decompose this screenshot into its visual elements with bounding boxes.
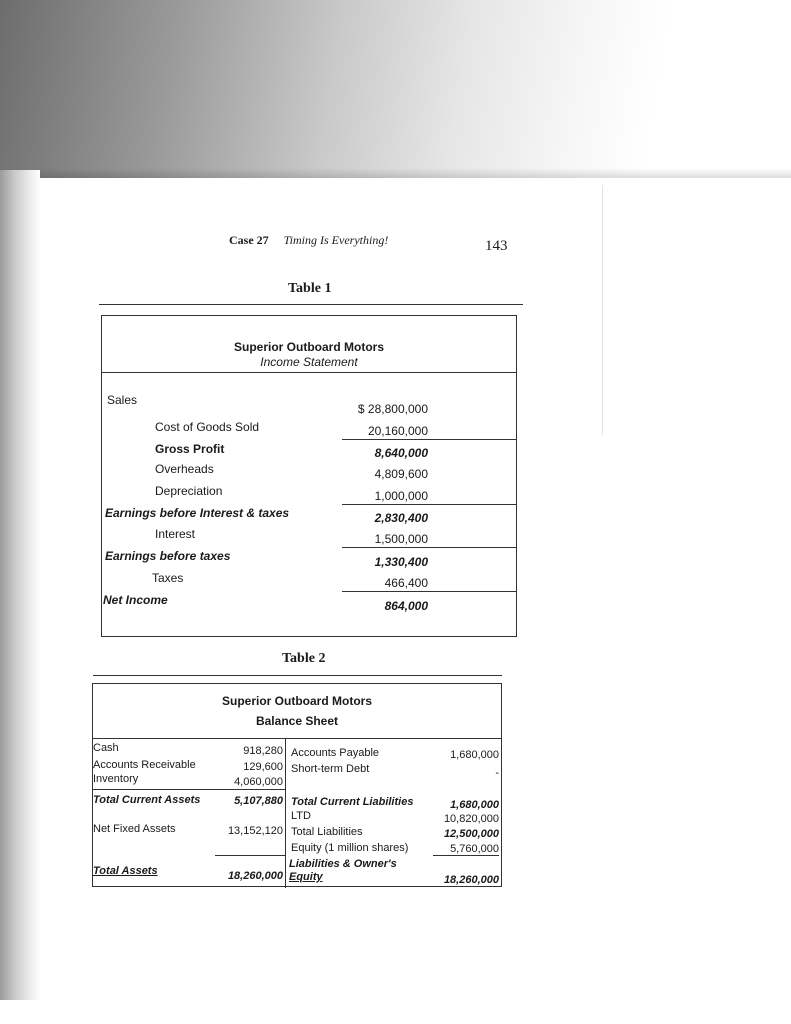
balance-sheet-title: Balance Sheet bbox=[255, 714, 339, 728]
line-after-inventory bbox=[93, 789, 285, 790]
scan-shadow bbox=[0, 0, 791, 178]
running-head bbox=[229, 233, 388, 248]
tl-value: 12,500,000 bbox=[443, 828, 499, 840]
balance-divider bbox=[285, 738, 286, 888]
nfa-label: Net Fixed Assets bbox=[93, 823, 176, 835]
line-after-equity bbox=[433, 855, 499, 856]
loe-value: 18,260,000 bbox=[443, 874, 499, 886]
tca-value: 5,107,880 bbox=[234, 795, 283, 807]
row-value-taxes: 466,400 bbox=[384, 576, 428, 590]
row-value-ebt: 1,330,400 bbox=[374, 555, 428, 569]
case-title: Timing Is Everything! bbox=[283, 233, 389, 247]
row-label-sales: Sales bbox=[107, 393, 138, 407]
loe-label-line2: Equity bbox=[289, 871, 323, 883]
row-label-depreciation: Depreciation bbox=[155, 484, 223, 498]
line-after-cogs bbox=[342, 439, 516, 440]
line-before-ta bbox=[215, 855, 285, 856]
cash-value: 918,280 bbox=[243, 745, 283, 757]
ap-value: 1,680,000 bbox=[450, 749, 499, 761]
ltd-value: 10,820,000 bbox=[443, 813, 499, 825]
row-value-depreciation: 1,000,000 bbox=[374, 489, 428, 503]
row-label-ebit: Earnings before Interest & taxes bbox=[105, 506, 290, 520]
row-value-cogs: 20,160,000 bbox=[367, 424, 428, 438]
nfa-value: 13,152,120 bbox=[227, 825, 283, 837]
case-label: Case 27 bbox=[229, 233, 269, 247]
line-after-taxes bbox=[342, 591, 516, 592]
balance-company: Superior Outboard Motors bbox=[222, 694, 372, 708]
row-value-overheads: 4,809,600 bbox=[374, 467, 428, 481]
table1-caption: Table 1 bbox=[288, 281, 332, 296]
tcl-label: Total Current Liabilities bbox=[291, 796, 414, 808]
ta-value: 18,260,000 bbox=[227, 870, 283, 882]
scan-edge bbox=[0, 170, 40, 1000]
row-value-interest: 1,500,000 bbox=[374, 532, 428, 546]
table2-rule bbox=[93, 675, 502, 676]
eq-value: 5,760,000 bbox=[450, 843, 499, 855]
row-value-gross-profit: 8,640,000 bbox=[374, 446, 428, 460]
std-value: - bbox=[495, 767, 499, 779]
row-label-gross-profit: Gross Profit bbox=[155, 442, 225, 456]
loe-label-line1: Liabilities & Owner's bbox=[289, 858, 397, 870]
ltd-label: LTD bbox=[291, 810, 311, 822]
row-label-overheads: Overheads bbox=[155, 462, 214, 476]
cash-label: Cash bbox=[93, 742, 119, 754]
line-after-depreciation bbox=[342, 504, 516, 505]
ap-label: Accounts Payable bbox=[291, 747, 380, 759]
row-label-cogs: Cost of Goods Sold bbox=[155, 420, 260, 434]
table1-rule bbox=[99, 304, 523, 305]
inventory-label: Inventory bbox=[93, 773, 139, 785]
income-header-line bbox=[102, 372, 516, 373]
tca-label: Total Current Assets bbox=[93, 794, 201, 806]
row-label-interest: Interest bbox=[155, 527, 196, 541]
balance-bottom-line bbox=[93, 886, 501, 887]
ta-label: Total Assets bbox=[93, 865, 158, 877]
row-value-ebit: 2,830,400 bbox=[374, 511, 428, 525]
row-label-ebt: Earnings before taxes bbox=[105, 549, 231, 563]
income-statement-table bbox=[101, 315, 517, 637]
ar-label: Accounts Receivable bbox=[93, 759, 196, 771]
page-number: 143 bbox=[485, 238, 508, 254]
tl-label: Total Liabilities bbox=[291, 826, 363, 838]
income-statement-title: Income Statement bbox=[260, 355, 358, 369]
balance-header-line bbox=[93, 738, 501, 739]
scan-line bbox=[602, 185, 603, 435]
tcl-value: 1,680,000 bbox=[450, 799, 499, 811]
line-after-interest bbox=[342, 547, 516, 548]
table2-caption: Table 2 bbox=[282, 651, 326, 666]
income-company: Superior Outboard Motors bbox=[234, 340, 384, 354]
balance-sheet-table bbox=[92, 683, 502, 887]
std-label: Short-term Debt bbox=[291, 763, 370, 775]
row-value-net-income: 864,000 bbox=[384, 599, 428, 613]
row-value-sales: $ 28,800,000 bbox=[357, 402, 428, 416]
inventory-value: 4,060,000 bbox=[234, 776, 283, 788]
row-label-taxes: Taxes bbox=[152, 571, 184, 585]
eq-label: Equity (1 million shares) bbox=[291, 842, 409, 854]
ar-value: 129,600 bbox=[243, 761, 283, 773]
row-label-net-income: Net Income bbox=[103, 593, 168, 607]
